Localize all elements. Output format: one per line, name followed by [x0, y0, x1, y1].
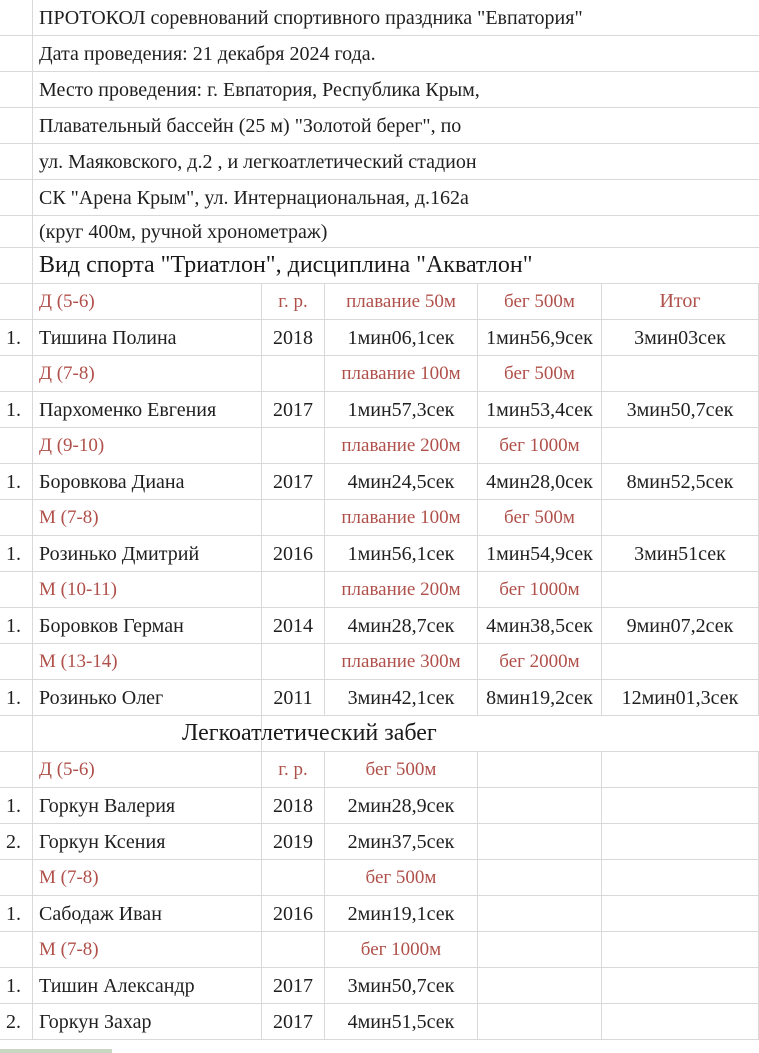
header-row	[0, 180, 759, 216]
place: 1.	[6, 686, 21, 709]
place: 1.	[6, 326, 21, 349]
birth-year: 2018	[273, 794, 313, 817]
run-time: 8мин19,2сек	[486, 686, 593, 709]
event-stadium: СК "Арена Крым", ул. Интернациональная, д.162а	[39, 186, 469, 209]
group-label: Д (5-6)	[39, 290, 95, 312]
event-date: Дата проведения: 21 декабря 2024 года.	[39, 42, 376, 65]
group-header-row	[0, 572, 759, 608]
group-header-row	[0, 356, 759, 392]
run-distance: бег 500м	[504, 362, 575, 384]
place: 1.	[6, 794, 21, 817]
total-time: 3мин51сек	[634, 542, 726, 565]
year-header: г. р.	[278, 290, 308, 312]
swim-distance: плавание 50м	[346, 290, 456, 312]
birth-year: 2016	[273, 902, 313, 925]
run-time: 1мин56,9сек	[486, 326, 593, 349]
place: 1.	[6, 974, 21, 997]
selection-indicator	[0, 1049, 112, 1053]
run-distance: бег 1000м	[499, 434, 580, 456]
table-row	[0, 1004, 759, 1040]
table-row	[0, 968, 759, 1004]
header-row	[0, 144, 759, 180]
total-header: Итог	[659, 290, 701, 312]
total-time: 12мин01,3сек	[621, 686, 739, 709]
athlete-name: Боровков Герман	[39, 614, 184, 637]
place: 1.	[6, 470, 21, 493]
group-label: М (7-8)	[39, 866, 99, 888]
run-time: 2мин19,1сек	[347, 902, 455, 925]
birth-year: 2011	[273, 686, 313, 709]
group-label: М (7-8)	[39, 506, 99, 528]
run-time: 1мин53,4сек	[486, 398, 593, 421]
group-label: М (10-11)	[39, 578, 117, 600]
table-row	[0, 824, 759, 860]
year-header: г. р.	[278, 758, 308, 780]
place: 1.	[6, 902, 21, 925]
birth-year: 2018	[273, 326, 313, 349]
group-label: Д (7-8)	[39, 362, 95, 384]
run-time: 2мин28,9сек	[347, 794, 455, 817]
event-pool: Плавательный бассейн (25 м) "Золотой берег", по	[39, 114, 462, 137]
protocol-title: ПРОТОКОЛ соревнований спортивного праздника "Евпатория"	[39, 6, 583, 29]
athlete-name: Боровкова Диана	[39, 470, 185, 493]
run-time: 2мин37,5сек	[347, 830, 455, 853]
header-row	[0, 0, 759, 36]
place: 2.	[6, 830, 21, 853]
group-label: М (7-8)	[39, 938, 99, 960]
header-row	[0, 216, 759, 248]
total-time: 3мин03сек	[634, 326, 726, 349]
group-header-row	[0, 428, 759, 464]
swim-time: 1мин57,3сек	[347, 398, 455, 421]
run-distance: бег 500м	[365, 758, 437, 780]
section-title-row	[0, 248, 759, 284]
run-distance: бег 500м	[365, 866, 437, 888]
header-row	[0, 72, 759, 108]
run-time: 4мин38,5сек	[486, 614, 593, 637]
athlete-name: Розинько Олег	[39, 686, 164, 709]
header-row	[0, 36, 759, 72]
event-place: Место проведения: г. Евпатория, Республика Крым,	[39, 78, 480, 101]
table-row	[0, 320, 759, 356]
table-row	[0, 536, 759, 572]
group-label: Д (9-10)	[39, 434, 105, 456]
place: 1.	[6, 398, 21, 421]
group-label: М (13-14)	[39, 650, 118, 672]
total-time: 9мин07,2сек	[626, 614, 734, 637]
header-row	[0, 108, 759, 144]
event-address: ул. Маяковского, д.2 , и легкоатлетический стадион	[39, 150, 477, 173]
athlete-name: Сабодаж Иван	[39, 902, 162, 925]
section-title-row	[0, 716, 759, 752]
table-row	[0, 680, 759, 716]
swim-distance: плавание 300м	[341, 650, 461, 672]
athlete-name: Горкун Валерия	[39, 794, 176, 817]
swim-time: 3мин42,1сек	[347, 686, 455, 709]
place: 1.	[6, 542, 21, 565]
table-row	[0, 464, 759, 500]
athlete-name: Горкун Ксения	[39, 830, 166, 853]
swim-time: 1мин56,1сек	[347, 542, 455, 565]
birth-year: 2014	[273, 614, 313, 637]
table-row	[0, 788, 759, 824]
birth-year: 2017	[273, 470, 313, 493]
swim-distance: плавание 100м	[341, 362, 461, 384]
run-distance: бег 500м	[504, 290, 575, 312]
table-row	[0, 392, 759, 428]
total-time: 3мин50,7сек	[626, 398, 734, 421]
section-title-aquathlon: Вид спорта "Триатлон", дисциплина "Акватлон"	[39, 252, 533, 278]
athlete-name: Розинько Дмитрий	[39, 542, 200, 565]
athlete-name: Тишин Александр	[39, 974, 195, 997]
birth-year: 2019	[273, 830, 313, 853]
run-distance: бег 1000м	[499, 578, 580, 600]
athlete-name: Горкун Захар	[39, 1010, 152, 1033]
place: 1.	[6, 614, 21, 637]
table-row	[0, 896, 759, 932]
group-header-row	[0, 644, 759, 680]
birth-year: 2017	[273, 398, 313, 421]
group-header-row	[0, 752, 759, 788]
birth-year: 2017	[273, 1010, 313, 1033]
group-label: Д (5-6)	[39, 758, 95, 780]
group-header-row	[0, 500, 759, 536]
run-time: 3мин50,7сек	[347, 974, 455, 997]
section-title-run: Легкоатлетический забег	[182, 720, 437, 746]
group-header-row	[0, 932, 759, 968]
birth-year: 2017	[273, 974, 313, 997]
swim-time: 4мин28,7сек	[347, 614, 455, 637]
total-time: 8мин52,5сек	[626, 470, 734, 493]
event-note: (круг 400м, ручной хронометраж)	[39, 220, 328, 243]
place: 2.	[6, 1010, 21, 1033]
athlete-name: Пархоменко Евгения	[39, 398, 217, 421]
run-distance: бег 500м	[504, 506, 575, 528]
run-time: 4мин51,5сек	[347, 1010, 455, 1033]
run-distance: бег 1000м	[360, 938, 442, 960]
table-row	[0, 608, 759, 644]
swim-distance: плавание 100м	[341, 506, 461, 528]
athlete-name: Тишина Полина	[39, 326, 177, 349]
run-time: 1мин54,9сек	[486, 542, 593, 565]
swim-time: 4мин24,5сек	[347, 470, 455, 493]
run-distance: бег 2000м	[499, 650, 580, 672]
group-header-row	[0, 860, 759, 896]
swim-time: 1мин06,1сек	[347, 326, 455, 349]
swim-distance: плавание 200м	[341, 434, 461, 456]
run-time: 4мин28,0сек	[486, 470, 593, 493]
group-header-row	[0, 284, 759, 320]
birth-year: 2016	[273, 542, 313, 565]
swim-distance: плавание 200м	[341, 578, 461, 600]
